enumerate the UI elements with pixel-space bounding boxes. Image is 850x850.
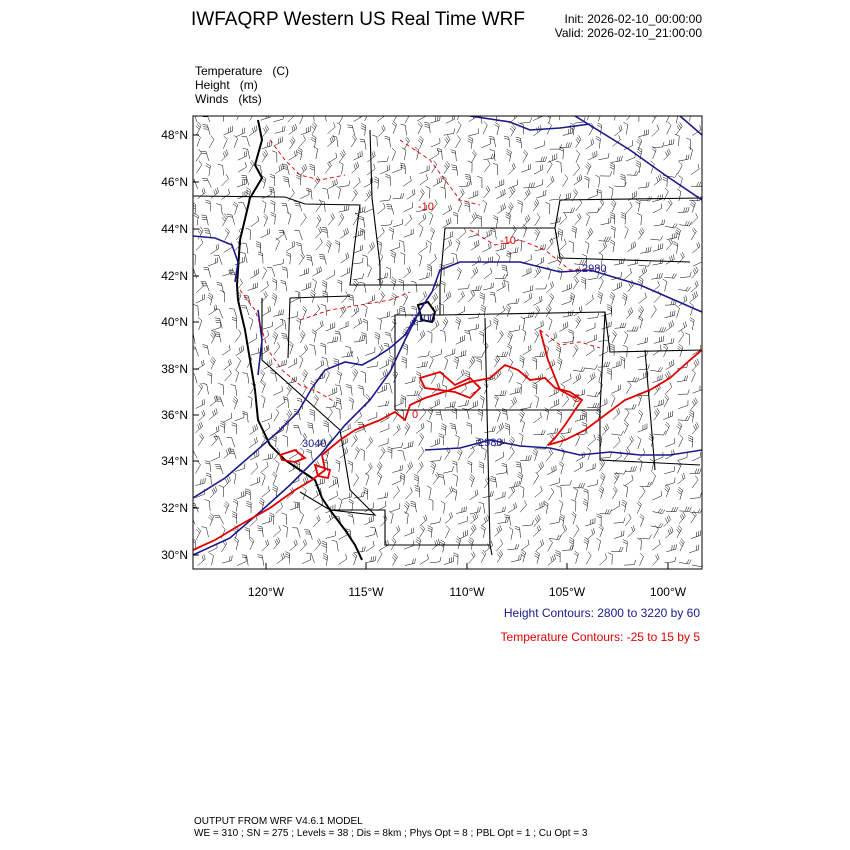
lat-label: 36°N (161, 408, 188, 422)
lon-label: 120°W (247, 585, 285, 599)
lat-label: 32°N (161, 501, 188, 515)
lat-label: 48°N (161, 128, 188, 142)
lat-labels (161, 128, 188, 562)
contour-label: 0 (412, 409, 419, 421)
wind-barb-field (186, 107, 705, 566)
lon-ticks (266, 563, 668, 569)
lat-label: 44°N (161, 222, 188, 236)
footer-config: WE = 310 ; SN = 275 ; Levels = 38 ; Dis = 8km ; Phys Opt = 8 ; PBL Opt = 1 ; Cu Opt = 3 (194, 828, 588, 839)
contour-label: 3040 (302, 438, 327, 450)
lon-label: 100°W (649, 585, 687, 599)
field-name: Height (195, 78, 230, 92)
lat-label: 40°N (161, 315, 188, 329)
lon-label: 115°W (348, 585, 384, 599)
lat-label: 42°N (161, 269, 188, 283)
lat-ticks (193, 135, 199, 555)
contour-label: -10 (418, 201, 434, 213)
lat-label: 30°N (161, 548, 188, 562)
lon-label: 105°W (548, 585, 586, 599)
field-name: Temperature (195, 64, 263, 78)
contour-label: 2980 (582, 263, 607, 275)
field-unit: (m) (239, 78, 258, 92)
lat-label: 34°N (161, 454, 188, 468)
page-title: IWFAQRP Western US Real Time WRF (191, 9, 525, 30)
temperature-contours-legend: Temperature Contours: -25 to 15 by 5 (500, 630, 700, 644)
height-contours-legend: Height Contours: 2800 to 3220 by 60 (503, 606, 700, 620)
contour-label: 5 (574, 393, 581, 405)
contour-label: 2980 (478, 437, 503, 449)
contour-label: 3100 (411, 313, 436, 325)
valid-time: Valid: 2026-02-10_21:00:00 (554, 26, 702, 40)
lat-label: 46°N (161, 175, 188, 189)
wind-barbs (186, 107, 705, 566)
lon-labels (248, 585, 687, 599)
field-name: Winds (195, 92, 229, 106)
lat-label: 38°N (161, 362, 188, 376)
init-time: Init: 2026-02-10_00:00:00 (564, 12, 702, 26)
field-unit: (C) (272, 64, 290, 78)
height-contours (193, 116, 702, 555)
temperature-dashed-contours (240, 140, 600, 402)
contour-label: -10 (500, 235, 516, 247)
footer-model: OUTPUT FROM WRF V4.6.1 MODEL (194, 816, 363, 827)
lon-label: 110°W (449, 585, 485, 599)
field-unit: (kts) (238, 92, 262, 106)
